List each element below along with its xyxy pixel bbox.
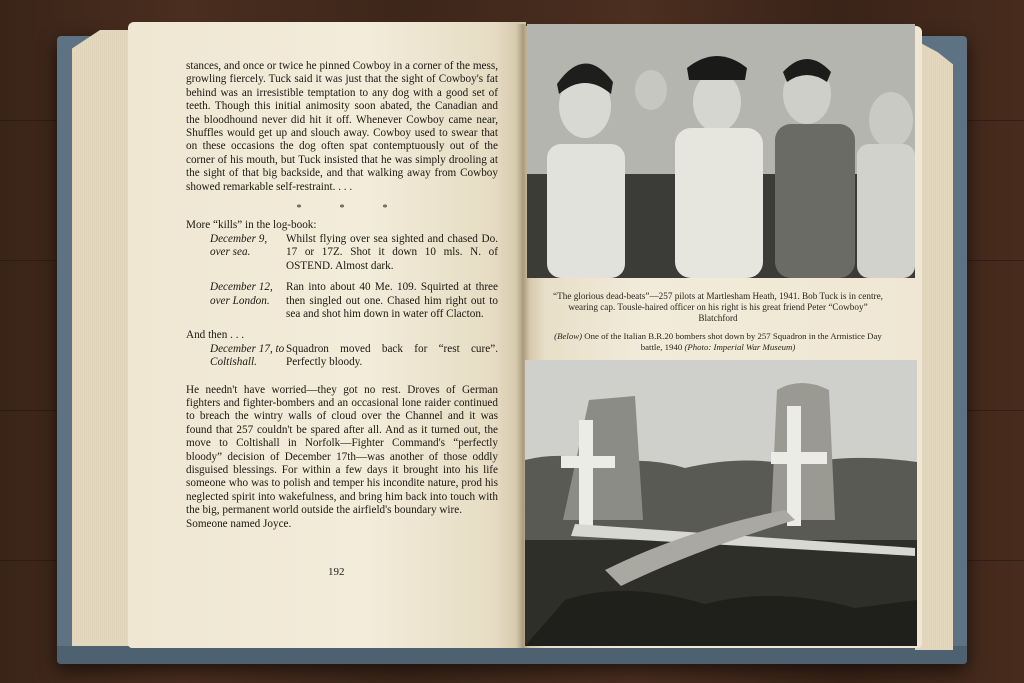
pilots-group-photo <box>527 24 915 278</box>
log-intro: More “kills” in the log-book: <box>186 219 317 232</box>
paragraph: stances, and once or twice he pinned Cowboy in a corner of the mess, growling fiercely. Tuck said it was just that the sight of Cowboy's fat behind was an irresistible temptation to any dog with a good set of teeth. Though this initial animosity soon abated, the Canadian and the bloodhound never did hit it off. Whenever Cowboy came near, Shuffles would get up and slouch away. Cowboy used to swear that on these occasions the dog often spat contemptuously out of the corner of his mouth, but Tuck insisted that he was simply drooling at the sight of that big backside, and that walking away from Cowboy showed remarkable self-restraint. . . . <box>186 60 498 193</box>
section-break <box>186 202 498 215</box>
page-number: 192 <box>328 566 345 578</box>
paragraph: Someone named Joyce. <box>186 517 292 530</box>
photo-caption-top: “The glorious dead-beats”—257 pilots at Martlesham Heath, 1941. Bob Tuck is in centre, wearing cap. Tousle-haired officer on his right is his great friend Peter “Cowboy” Blatchford <box>553 291 883 323</box>
log-date: December 9, over sea. <box>210 232 268 259</box>
photo-credit: (Photo: Imperial War Museum) <box>684 342 796 352</box>
and-then: And then . . . <box>186 329 245 342</box>
book-cover-edge <box>57 646 967 664</box>
log-date: December 12, over London. <box>210 281 273 307</box>
log-entry <box>186 233 498 273</box>
log-entry <box>186 281 498 321</box>
star: * <box>296 203 302 215</box>
log-entry <box>186 343 498 370</box>
log-text: Whilst flying over sea sighted and chased Do. 17 or 17Z. Shot it down 10 mls. N. of OSTEND. Almost dark. <box>286 232 498 272</box>
pilots-photo-illustration <box>527 24 915 278</box>
caption-text: One of the Italian B.R.20 bombers shot down by 257 Squadron in the Armistice Day battle, 1940 <box>582 331 882 352</box>
bomber-wreck-photo <box>525 360 917 646</box>
star: * <box>382 203 388 215</box>
log-text: Squadron moved back for “rest cure”. Perfectly bloody. <box>286 342 498 369</box>
bomber-wreck-illustration <box>525 360 917 646</box>
left-page-text <box>186 60 498 531</box>
caption-prefix: (Below) <box>554 331 583 341</box>
photo-caption-bottom <box>548 331 888 353</box>
log-text: Ran into about 40 Me. 109. Squirted at three then singled out one. Chased him right out to sea and shot him down in water off Clacton. <box>286 281 498 320</box>
paragraph: He needn't have worried—they got no rest. Droves of German fighters and fighter-bombers and an occasional lone raider continued to breach the wintry walls of cloud over the Channel and it was found that 257 couldn't be spared after all. And as it turned out, the move to Coltishall in Norfolk—Fighter Command's “perfectly bloody” decision of December 17th—was another of those oddly disguised blessings. For within a few days it brought into his life someone who was to polish and temper his incondite nature, prod his neglected spirit into wakefulness, and bring him back into touch with the big, permanent world outside the airfield's boundary wire. <box>186 383 498 517</box>
star: * <box>339 203 345 215</box>
log-date: December 17, to Coltishall. <box>210 342 285 369</box>
